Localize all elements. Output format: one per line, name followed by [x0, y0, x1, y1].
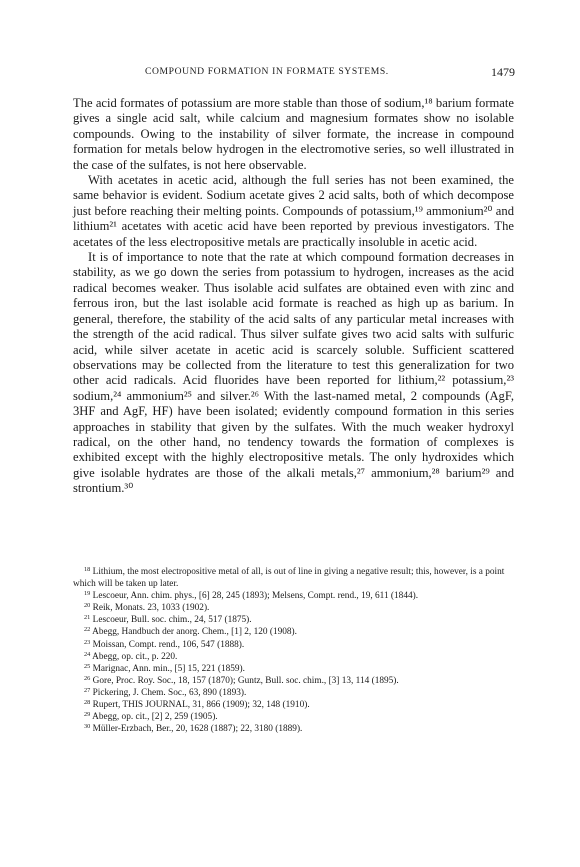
footnote-21: [73, 614, 514, 626]
footnote-19: [73, 590, 514, 602]
footnote-text: Müller-Erzbach, Ber., 20, 1628 (1887); 22, 3180 (1889).: [92, 724, 303, 735]
footnote-number: 23: [84, 638, 91, 646]
footnote-number: 19: [84, 590, 91, 598]
footnote-29: [73, 711, 514, 723]
page-header: [145, 66, 515, 80]
footnote-30: [73, 723, 514, 735]
footnote-24: [73, 651, 514, 663]
footnote-text: Gore, Proc. Roy. Soc., 18, 157 (1870); Guntz, Bull. soc. chim., [3] 13, 114 (1895).: [92, 675, 399, 686]
footnote-text: Reik, Monats. 23, 1033 (1902).: [92, 603, 210, 614]
footnote-text: Abegg, op. cit., [2] 2, 259 (1905).: [92, 712, 218, 723]
footnote-text: Lithium, the most electropositive metal of all, is out of line in giving a negative result; this, however, is a point which will be taken up later.: [73, 567, 505, 590]
footnote-number: 25: [84, 662, 91, 670]
footnote-number: 20: [84, 602, 91, 610]
footnote-text: Rupert, THIS JOURNAL, 31, 866 (1909); 32, 148 (1910).: [92, 700, 310, 711]
footnote-18: [73, 566, 514, 590]
footnote-number: 27: [84, 687, 91, 695]
footnote-text: Lescoeur, Ann. chim. phys., [6] 28, 245 (1893); Melsens, Compt. rend., 19, 611 (1844).: [92, 591, 419, 602]
footnote-20: [73, 602, 514, 614]
footnote-23: [73, 639, 514, 651]
footnote-25: [73, 663, 514, 675]
running-title: COMPOUND FORMATION IN FORMATE SYSTEMS.: [145, 66, 389, 77]
footnote-text: Lescoeur, Bull. soc. chim., 24, 517 (1875).: [92, 615, 252, 626]
footnote-text: Abegg, Handbuch der anorg. Chem., [1] 2, 120 (1908).: [92, 627, 297, 638]
page-number: 1479: [491, 65, 515, 79]
footnote-number: 29: [84, 711, 91, 719]
footnote-number: 21: [84, 614, 91, 622]
paragraph: With acetates in acetic acid, although the full series has not been examined, the same behavior is evident. Sodium acetate gives 2 acid salts, both of which decompose just before reaching their melting points. Compounds of potassium,¹⁹ ammonium²⁰ and lithium²¹ acetates with acetic acid have been reported by previous investigators. The acetates of the less electropositive metals are practically insoluble in acetic acid.: [73, 173, 514, 249]
footnote-number: 28: [84, 699, 91, 707]
paragraph: It is of importance to note that the rate at which compound formation decreases in stability, as we go down the series from potassium to hydrogen, increases as the acid radical becomes weaker. Thus isolable acid sulfates are obtained even with zinc and ferrous iron, but the last isolable acid formate is reached as high up as barium. In general, therefore, the stability of the acid salts of any particular metal increases with the strength of the acid radical. Thus silver sulfate gives two acid salts with sulfuric acid, while silver acetate in acetic acid is scarcely soluble. Sufficient scattered observations may be collected from the literature to test this generalization for two other acid radicals. Acid fluorides have been reported for lithium,²² potassium,²³ sodium,²⁴ ammonium²⁵ and silver.²⁶ With the last-named metal, 2 compounds (AgF, 3HF and AgF, HF) have been isolated; evidently compound formation in this series approaches in stability that given by the sulfates. With the much weaker hydroxyl radical, on the other hand, no tendency towards the formation of complexes is exhibited except with the highly electropositive metals. The only hydroxides which give isolable hydrates are those of the alkali metals,²⁷ ammonium,²⁸ barium²⁹ and strontium.³⁰: [73, 250, 514, 496]
footnote-number: 26: [84, 675, 91, 682]
body-text: [73, 96, 514, 497]
footnote-28: [73, 699, 514, 711]
footnote-number: 22: [84, 626, 91, 634]
footnote-text: Abegg, op. cit., p. 220.: [92, 651, 178, 662]
paragraph: The acid formates of potassium are more stable than those of sodium,¹⁸ barium formate gives a single acid salt, while calcium and magnesium formates show no isolable compounds. Owing to the instability of silver formate, the increase in compound formation for metals below hydrogen in the electromotive series, so well illustrated in the case of the sulfates, is not here observable.: [73, 96, 514, 172]
footnote-number: 30: [84, 723, 91, 731]
footnote-number: 24: [84, 650, 91, 658]
footnote-27: [73, 687, 514, 699]
footnote-22: [73, 626, 514, 638]
footnote-text: Moissan, Compt. rend., 106, 547 (1888).: [92, 639, 245, 650]
footnote-number: 18: [84, 566, 91, 574]
footnote-26: [73, 675, 514, 687]
footnote-text: Marignac, Ann. min., [5] 15, 221 (1859).: [92, 663, 245, 674]
footnotes: [73, 566, 514, 735]
footnote-text: Pickering, J. Chem. Soc., 63, 890 (1893).: [92, 687, 247, 698]
